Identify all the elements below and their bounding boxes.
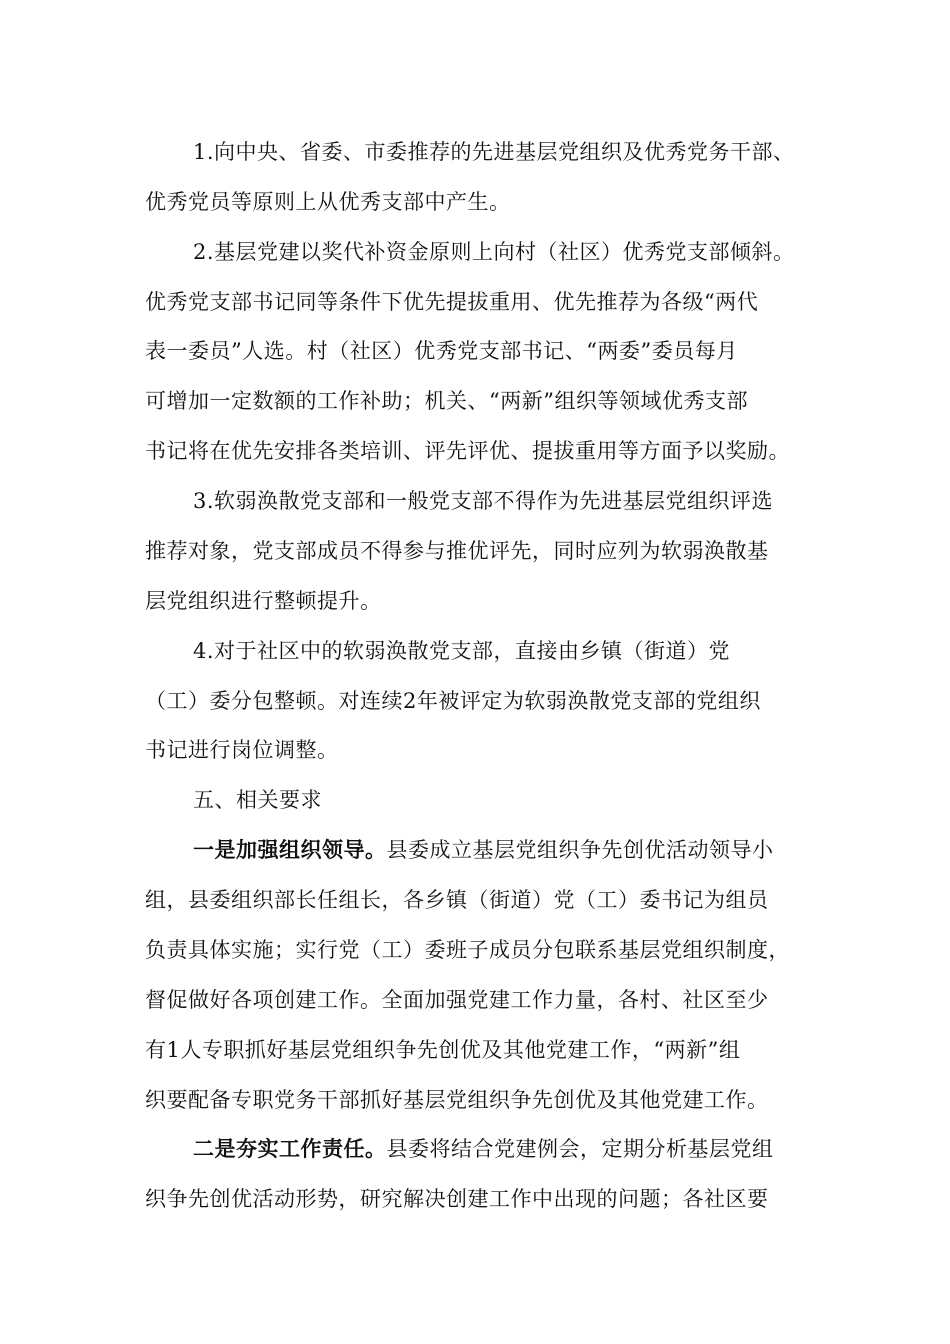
text-line: （工）委分包整顿。对连续2年被评定为软弱涣散党支部的党组织 <box>145 689 761 713</box>
text-line: 有1人专职抓好基层党组织争先创优及其他党建工作，“两新”组 <box>145 1038 741 1062</box>
text-line: 优秀党员等原则上从优秀支部中产生。 <box>145 190 511 214</box>
section-heading: 五、相关要求 <box>193 788 322 812</box>
text-line: 可增加一定数额的工作补助；机关、“两新”组织等领域优秀支部 <box>145 389 748 413</box>
text-line: 3.软弱涣散党支部和一般党支部不得作为先进基层党组织评选 <box>193 489 774 513</box>
text-line-rest: 县委成立基层党组织争先创优活动领导小 <box>386 838 774 862</box>
bold-lead: 二是夯实工作责任。 <box>193 1136 387 1161</box>
text-line-rest: 县委将结合党建例会，定期分析基层党组 <box>386 1137 774 1161</box>
text-line: 4.对于社区中的软弱涣散党支部，直接由乡镇（街道）党 <box>193 639 731 663</box>
text-line: 1.向中央、省委、市委推荐的先进基层党组织及优秀党务干部、 <box>193 140 795 164</box>
text-line: 书记将在优先安排各类培训、评先评优、提拔重用等方面予以奖励。 <box>145 439 790 463</box>
text-line: 表一委员”人选。村（社区）优秀党支部书记、“两委”委员每月 <box>145 339 738 363</box>
text-line: 织争先创优活动形势，研究解决创建工作中出现的问题；各社区要 <box>145 1187 769 1211</box>
text-line: 层党组织进行整顿提升。 <box>145 589 382 613</box>
text-line: 负责具体实施；实行党（工）委班子成员分包联系基层党组织制度， <box>145 938 790 962</box>
text-line: 督促做好各项创建工作。全面加强党建工作力量，各村、社区至少 <box>145 988 769 1012</box>
text-line <box>193 1134 774 1164</box>
text-line: 织要配备专职党务干部抓好基层党组织争先创优及其他党建工作。 <box>145 1088 769 1112</box>
bold-lead: 一是加强组织领导。 <box>193 837 387 862</box>
text-line <box>193 835 774 865</box>
text-line: 书记进行岗位调整。 <box>145 738 339 762</box>
text-line: 组，县委组织部长任组长，各乡镇（街道）党（工）委书记为组员 <box>145 888 769 912</box>
text-line: 2.基层党建以奖代补资金原则上向村（社区）优秀党支部倾斜。 <box>193 240 795 264</box>
text-line: 推荐对象，党支部成员不得参与推优评先，同时应列为软弱涣散基 <box>145 539 769 563</box>
text-line: 优秀党支部书记同等条件下优先提拔重用、优先推荐为各级“两代 <box>145 290 759 314</box>
